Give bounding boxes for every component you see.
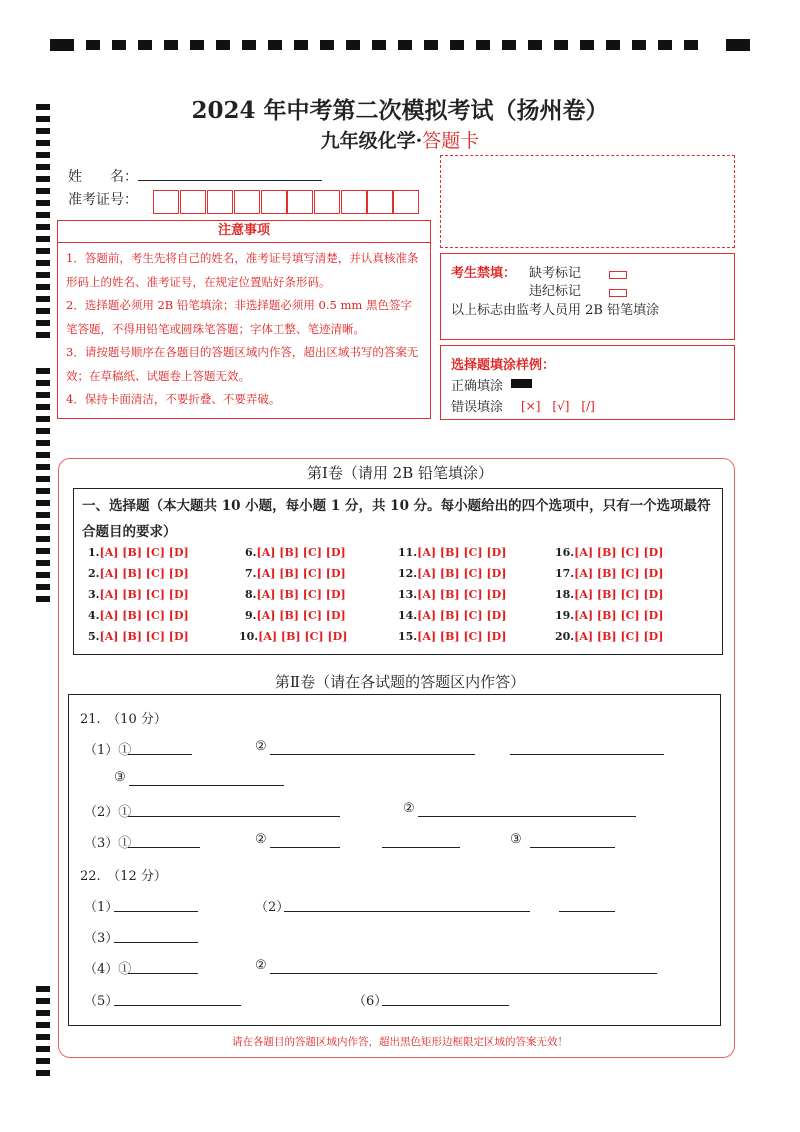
q21-1-blank-3[interactable] [510,754,664,755]
wrong-fill-samples: [×] [√] [/] [521,399,595,413]
choice-row-19[interactable]: 19.[A] [B] [C] [D] [555,609,664,622]
q22-3-blank-1[interactable] [114,942,198,943]
q22-part3-label: （3） [84,931,119,946]
barcode-area[interactable] [440,155,735,248]
q21-3-blank-2[interactable] [270,847,340,848]
choice-row-7[interactable]: 7.[A] [B] [C] [D] [245,567,346,580]
q22-1-blank-1[interactable] [114,911,198,912]
q21-3-blank-3[interactable] [382,847,460,848]
q22-part4-label: （4）① [84,962,132,977]
q21-1-blank-2[interactable] [270,754,475,755]
id-digit-box[interactable] [314,190,340,214]
notice-item: 3．请按题号顺序在各题目的答题区域内作答，超出区域书写的答案无效；在草稿纸、试题卷上答题无效。 [66,345,419,383]
notice-box [57,220,431,419]
part2-heading: 第Ⅱ卷（请在各试题的答题区内作答） [274,673,526,691]
choice-row-10[interactable]: 10.[A] [B] [C] [D] [239,630,348,643]
choice-row-14[interactable]: 14.[A] [B] [C] [D] [398,609,507,622]
q21-2-blank-1[interactable] [128,816,340,817]
q22-5-blank-1[interactable] [114,1005,241,1006]
subtitle-subject: 九年级化学· [320,130,423,152]
q22-6-blank-1[interactable] [382,1005,509,1006]
q22-2-blank-2[interactable] [559,911,615,912]
absent-mark-box[interactable] [609,264,627,283]
violation-label: 违纪标记 [529,284,582,299]
q22-4-blank-2[interactable] [270,973,657,974]
circle-3-label: ③ [114,770,126,785]
q22-part5-label: （5） [84,994,119,1009]
q21-part2-label: （2）① [84,805,132,820]
circle-2-label: ② [255,832,267,847]
notice-title: 注意事项 [58,221,430,243]
choice-row-6[interactable]: 6.[A] [B] [C] [D] [245,546,346,559]
id-label: 准考证号： [68,192,138,208]
choice-row-12[interactable]: 12.[A] [B] [C] [D] [398,567,507,580]
name-field[interactable] [138,180,322,181]
page-title: 2024 年中考第二次模拟考试（扬州卷） [191,97,609,124]
q22-part1-label: （1） [84,900,119,915]
choice-row-11[interactable]: 11.[A] [B] [C] [D] [398,546,507,559]
choice-row-4[interactable]: 4.[A] [B] [C] [D] [88,609,189,622]
q21-1-blank-4[interactable] [129,785,284,786]
id-digit-box[interactable] [180,190,206,214]
q22-part6-label: （6） [353,994,388,1009]
part1-heading: 第Ⅰ卷（请用 2B 铅笔填涂） [306,464,494,482]
circle-3-label: ③ [510,832,522,847]
notice-item: 1．答题前，考生先将自己的姓名，准考证号填写清楚，并认真核准条形码上的姓名、准考证号，在规定位置贴好条形码。 [66,251,419,289]
q21-3-blank-4[interactable] [530,847,615,848]
absent-label: 缺考标记 [529,266,582,281]
id-digit-box[interactable] [234,190,260,214]
choice-row-2[interactable]: 2.[A] [B] [C] [D] [88,567,189,580]
name-label: 姓 名： [68,169,138,185]
choice-row-20[interactable]: 20.[A] [B] [C] [D] [555,630,664,643]
choice-row-13[interactable]: 13.[A] [B] [C] [D] [398,588,507,601]
choice-row-8[interactable]: 8.[A] [B] [C] [D] [245,588,346,601]
id-digit-box[interactable] [341,190,367,214]
q22-2-blank-1[interactable] [284,911,530,912]
notice-item: 4．保持卡面清洁，不要折叠、不要弄破。 [66,392,281,406]
q22-4-blank-1[interactable] [128,973,198,974]
q21-2-blank-2[interactable] [418,816,636,817]
id-digit-box[interactable] [153,190,179,214]
q21-part3-label: （3）① [84,836,132,851]
q22-part2-label: （2） [255,900,290,915]
forbidden-note: 以上标志由监考人员用 2B 铅笔填涂 [451,303,660,318]
choice-row-17[interactable]: 17.[A] [B] [C] [D] [555,567,664,580]
q21-label: 21. （10 分） [80,712,167,727]
choice-row-15[interactable]: 15.[A] [B] [C] [D] [398,630,507,643]
q21-1-blank-1[interactable] [128,754,192,755]
notice-item: 2．选择题必须用 2B 铅笔填涂；非选择题必须用 0.5 mm 黑色签字笔答题，不得用铅笔或圆珠笔答题；字体工整、笔迹清晰。 [66,298,412,336]
circle-2-label: ② [255,739,267,754]
correct-fill-sample [511,379,532,388]
id-digit-box[interactable] [393,190,419,214]
id-digit-box[interactable] [367,190,393,214]
correct-label: 正确填涂 [451,379,504,394]
choice-row-3[interactable]: 3.[A] [B] [C] [D] [88,588,189,601]
forbidden-label: 考生禁填： [451,266,517,281]
written-answer-section [68,694,721,1026]
choice-row-9[interactable]: 9.[A] [B] [C] [D] [245,609,346,622]
id-digit-box[interactable] [287,190,313,214]
q22-label: 22. （12 分） [80,869,167,884]
wrong-label: 错误填涂 [451,400,504,415]
choice-row-1[interactable]: 1.[A] [B] [C] [D] [88,546,189,559]
forbidden-box [440,253,735,340]
id-digit-box[interactable] [207,190,233,214]
q21-3-blank-1[interactable] [128,847,200,848]
choice-row-16[interactable]: 16.[A] [B] [C] [D] [555,546,664,559]
q21-part1-label: （1）① [84,743,132,758]
choice-row-18[interactable]: 18.[A] [B] [C] [D] [555,588,664,601]
circle-2-label: ② [403,801,415,816]
choice-row-5[interactable]: 5.[A] [B] [C] [D] [88,630,189,643]
page-subtitle [0,126,800,153]
circle-2-label: ② [255,958,267,973]
example-title: 选择题填涂样例： [451,358,556,373]
choice-instruction: 一、选择题（本大题共 10 小题，每小题 1 分，共 10 分。每小题给出的四个选项中，只有一个选项最符合题目的要求） [82,498,711,540]
id-digit-box[interactable] [261,190,287,214]
footer-warning: 请在各题目的答题区域内作答，超出黑色矩形边框限定区域的答案无效！ [232,1036,568,1048]
fill-example-box [440,345,735,420]
subtitle-card: 答题卡 [422,130,480,152]
